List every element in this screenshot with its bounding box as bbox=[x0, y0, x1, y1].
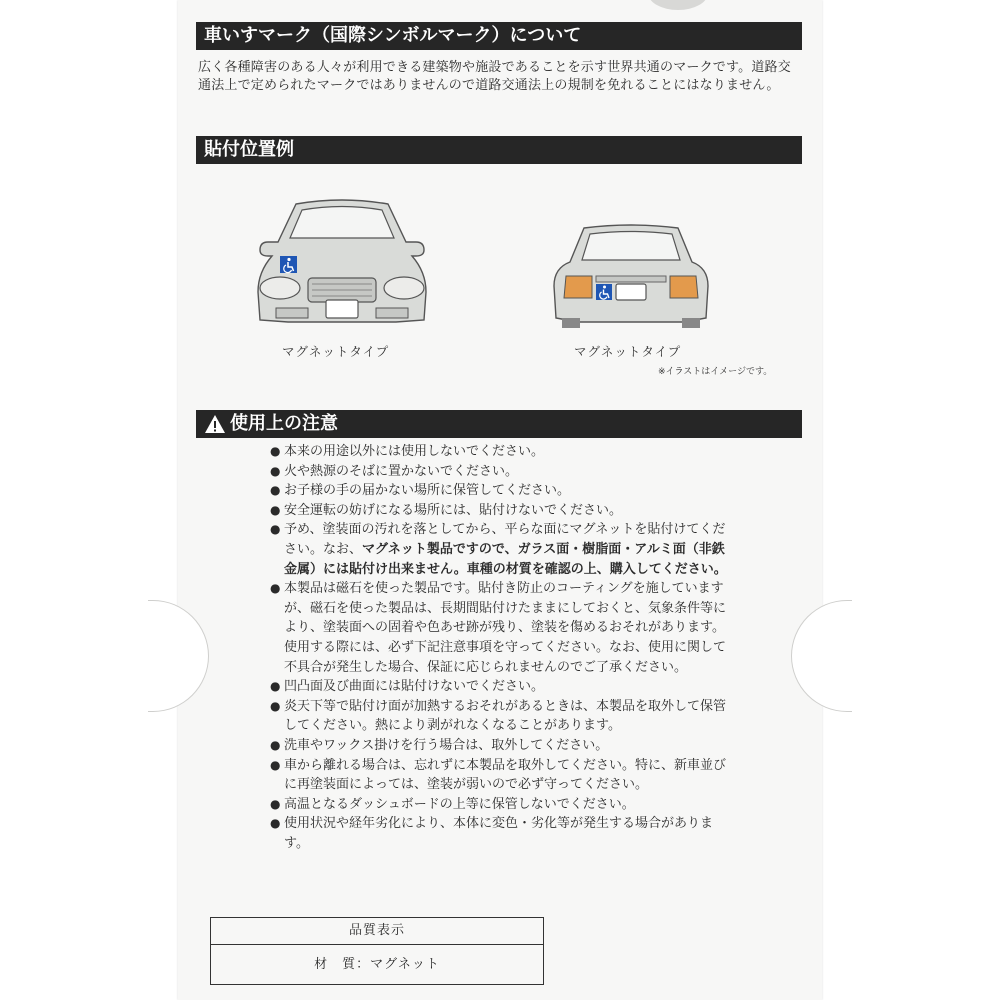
hang-hole-left bbox=[148, 600, 209, 712]
caution-item: ● 本来の用途以外には使用しないでください。 bbox=[270, 442, 730, 462]
rear-car-illustration bbox=[552, 224, 710, 330]
caution-item: ● 安全運転の妨げになる場所には、貼付けないでください。 bbox=[270, 501, 730, 521]
quality-label-box bbox=[210, 917, 544, 985]
caution-list bbox=[270, 442, 730, 853]
quality-label-material: 材 質：マグネット bbox=[314, 957, 440, 972]
section-heading-wheelchair-mark bbox=[196, 22, 802, 50]
wheelchair-sign-rear bbox=[596, 284, 612, 300]
wheelchair-sign-front bbox=[280, 256, 297, 273]
caution-item: ● 洗車やワックス掛けを行う場合は、取外してください。 bbox=[270, 736, 730, 756]
caution-item: ● 本製品は磁石を使った製品です。貼付き防止のコーティングを施していますが、磁石を使った製品は、長期間貼付けたままにしておくと、気象条件等により、塗装面への固着や色あせ跡が残り、塗装を傷めるおそれがあります。使用する際には、必ず下記注意事項を守ってください。なお、使用に関して不具合が発生した場合、保証に応じられませんのでご了承ください。 bbox=[270, 579, 730, 677]
instruction-card bbox=[178, 0, 822, 1000]
front-car-illustration bbox=[256, 196, 428, 330]
section-heading-text: 使用上の注意 bbox=[230, 413, 338, 434]
caution-item: ● 車から離れる場合は、忘れずに本製品を取外してください。特に、新車並びに再塗装面によっては、塗装が弱いので必ず守ってください。 bbox=[270, 756, 730, 795]
section-heading-text: 貼付位置例 bbox=[204, 139, 294, 160]
section-heading-cautions bbox=[196, 410, 802, 438]
caution-item: ● 炎天下等で貼付け面が加熱するおそれがあるときは、本製品を取外して保管してください。熱により剥がれなくなることがあります。 bbox=[270, 697, 730, 736]
warning-icon bbox=[204, 414, 226, 434]
hanger-tab bbox=[648, 0, 708, 10]
caution-item: ● 火や熱源のそばに置かないでください。 bbox=[270, 462, 730, 482]
illustration-note: ※イラストはイメージです。 bbox=[658, 367, 773, 377]
hang-hole-right bbox=[791, 600, 852, 712]
quality-label-title: 品質表示 bbox=[211, 918, 543, 945]
caution-item: ● 予め、塗装面の汚れを落としてから、平らな面にマグネットを貼付けてください。なお、マグネット製品ですので、ガラス面・樹脂面・アルミ面（非鉄金属）には貼付け出来ません。車種の材質を確認の上、購入してください。 bbox=[270, 520, 730, 579]
caution-item: ● お子様の手の届かない場所に保管してください。 bbox=[270, 481, 730, 501]
section-heading-placement bbox=[196, 136, 802, 164]
wheelchair-mark-description: 広く各種障害のある人々が利用できる建築物や施設であることを示す世界共通のマークです。道路交通法上で定められたマークではありませんので道路交通法上の規制を免れることにはなりません。 bbox=[198, 60, 791, 93]
front-car-caption: マグネットタイプ bbox=[282, 344, 390, 359]
caution-emphasis: マグネット製品ですので、ガラス面・樹脂面・アルミ面（非鉄金属）には貼付け出来ません。車種の材質を確認の上、購入してください。 bbox=[284, 541, 727, 577]
caution-item: ● 凹凸面及び曲面には貼付けないでください。 bbox=[270, 677, 730, 697]
section-heading-text: 車いすマーク（国際シンボルマーク）について bbox=[204, 25, 582, 46]
rear-car-caption: マグネットタイプ bbox=[574, 344, 682, 359]
caution-item: ● 使用状況や経年劣化により、本体に変色・劣化等が発生する場合があります。 bbox=[270, 814, 730, 853]
caution-item: ● 高温となるダッシュボードの上等に保管しないでください。 bbox=[270, 795, 730, 815]
